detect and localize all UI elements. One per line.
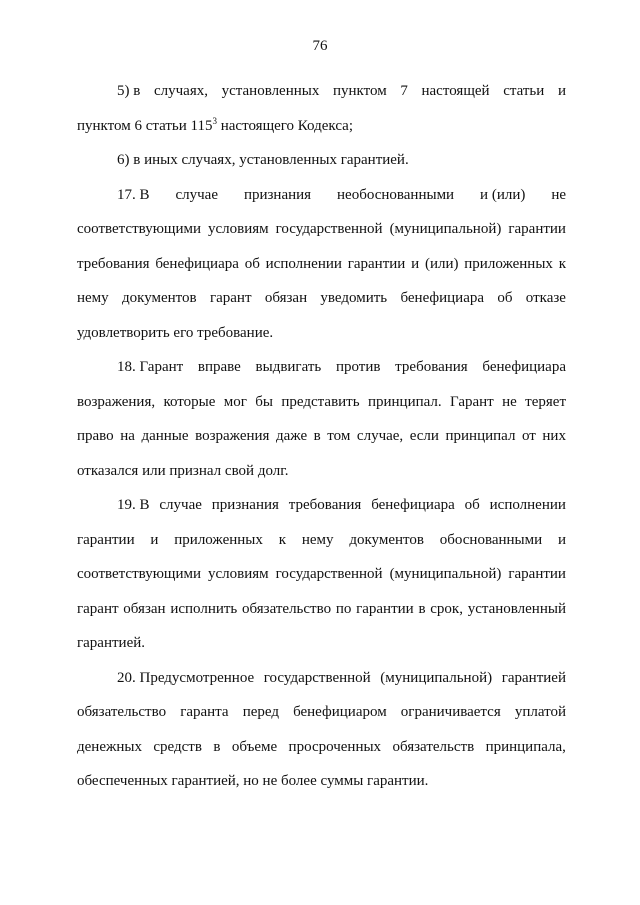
line-text: пунктом 6 статьи 115: [77, 117, 213, 134]
word: Гарант: [450, 393, 494, 410]
word: и: [411, 255, 420, 272]
word: (муниципальной): [380, 669, 493, 686]
line-text: гарантией.: [77, 635, 146, 651]
paragraph-line: [77, 626, 566, 661]
word: вправе: [197, 359, 241, 375]
word: государственной: [263, 669, 371, 686]
word: бенефициаром: [293, 704, 387, 720]
word: от: [521, 428, 536, 444]
paragraph-line: [77, 281, 566, 316]
word: право: [77, 428, 114, 444]
word: принципала,: [485, 738, 566, 755]
paragraph-line: [77, 316, 566, 351]
word: по: [335, 600, 352, 617]
word: выдвигать: [255, 359, 322, 375]
word: требования: [288, 497, 362, 513]
word: случае,: [356, 428, 404, 444]
word: уплатой: [514, 704, 566, 720]
word: условиям: [208, 566, 269, 582]
paragraph-line: 6) в иных случаях, установленных гарантией.: [117, 152, 409, 168]
word: бенефициара: [400, 290, 485, 306]
word: объеме: [231, 738, 278, 755]
word: пунктом: [333, 83, 387, 99]
word: теряет: [525, 393, 566, 410]
word: документов: [122, 290, 197, 306]
word: том: [327, 428, 351, 444]
word: документов: [349, 531, 424, 548]
paragraph-line: [77, 488, 566, 523]
word: и: [557, 531, 566, 548]
word: установленных: [221, 83, 320, 99]
word: условиям: [208, 221, 269, 237]
word: в: [313, 428, 321, 444]
word: и (или): [480, 186, 526, 203]
superscript: 3: [212, 115, 217, 126]
word: гарантии: [77, 531, 135, 548]
word: средств: [153, 738, 202, 755]
word: государственной: [275, 566, 383, 582]
word: приложенных: [464, 255, 553, 272]
word: 5) в: [117, 83, 141, 99]
word: приложенных: [174, 531, 263, 548]
paragraph-line: [77, 212, 566, 247]
word: 20. Предусмотренное: [117, 669, 255, 686]
word: просроченных: [288, 738, 382, 755]
paragraph-line: [77, 661, 566, 696]
word: 19. В: [117, 497, 150, 513]
paragraph-line: [77, 454, 566, 489]
word: 18. Гарант: [117, 359, 184, 375]
word: гарантии: [356, 600, 414, 617]
word: гарантии: [508, 566, 566, 582]
word: срок,: [430, 600, 463, 617]
word: исполнении: [265, 255, 342, 272]
word: случаях,: [153, 83, 208, 99]
word: возражения: [195, 428, 270, 444]
word: требования: [77, 255, 150, 272]
word: возражения,: [77, 393, 156, 410]
word: признания: [243, 186, 312, 203]
word: бенефициара: [482, 359, 566, 375]
word: обязательств: [392, 738, 475, 755]
word: случае: [159, 497, 202, 513]
word: гарант: [77, 600, 119, 617]
word: соответствующими: [77, 566, 201, 582]
word: в: [418, 600, 426, 617]
word: представить: [281, 393, 360, 410]
word: в: [213, 738, 221, 755]
word: к: [558, 255, 566, 272]
word: обязан: [264, 290, 308, 306]
paragraph-item-19: [77, 488, 566, 661]
paragraph-item-5: [77, 74, 566, 143]
word: на: [120, 428, 135, 444]
paragraph-line: [77, 592, 566, 627]
word: (или): [424, 255, 459, 272]
word: не: [502, 393, 517, 410]
word: бенефициара: [371, 497, 455, 513]
word: случае: [175, 186, 218, 203]
word: денежных: [77, 738, 142, 755]
word: обоснованными: [439, 531, 543, 548]
word: даже: [275, 428, 308, 444]
word: гаранта: [180, 704, 229, 720]
word: мог: [223, 393, 247, 410]
word: гарантией: [501, 669, 566, 686]
word: соответствующими: [77, 221, 201, 237]
word: принципал: [445, 428, 516, 444]
paragraph-line: [77, 695, 566, 730]
paragraph-line: [77, 730, 566, 765]
word: 7: [400, 83, 408, 99]
line-text: отказался или признал свой долг.: [77, 462, 289, 479]
line-text: удовлетворить его требование.: [77, 324, 274, 341]
word: государственной: [275, 221, 383, 237]
document-body: [77, 74, 566, 799]
word: нему: [77, 290, 109, 306]
word: отказе: [525, 290, 566, 306]
word: и: [150, 531, 159, 548]
word: (муниципальной): [389, 566, 502, 582]
word: об: [497, 290, 513, 306]
paragraph-line: [77, 247, 566, 282]
word: не: [551, 186, 566, 203]
paragraph-line: [77, 109, 566, 144]
word: к: [278, 531, 286, 548]
word: ограничивается: [400, 704, 501, 720]
word: и: [557, 83, 566, 99]
word: об: [244, 255, 260, 272]
word: установленный: [467, 600, 566, 617]
word: обязан: [123, 600, 166, 617]
paragraph-item-20: [77, 661, 566, 799]
word: данные: [141, 428, 189, 444]
word: статьи: [503, 83, 545, 99]
paragraph-line: [77, 419, 566, 454]
word: обязательство: [77, 704, 167, 720]
word: исполнении: [489, 497, 566, 513]
word: нему: [301, 531, 334, 548]
paragraph-line: [77, 557, 566, 592]
word: (муниципальной): [389, 221, 502, 237]
word: которые: [163, 393, 216, 410]
word: принципал.: [367, 393, 442, 410]
line-text: обеспеченных гарантией, но не более суммы гарантии.: [77, 773, 429, 789]
word: если: [409, 428, 439, 444]
word: настоящей: [421, 83, 490, 99]
paragraph-line: [77, 74, 566, 109]
paragraph-item-18: [77, 350, 566, 488]
word: них: [542, 428, 566, 444]
paragraph-line: [77, 523, 566, 558]
page-number: 76: [312, 38, 328, 54]
paragraph-line: [77, 385, 566, 420]
word: исполнить: [170, 600, 238, 617]
line-text: настоящего Кодекса;: [217, 117, 353, 134]
word: гарантии: [508, 221, 566, 237]
word: признания: [211, 497, 279, 513]
paragraph-line: [77, 350, 566, 385]
word: бы: [255, 393, 274, 410]
paragraph-line: [77, 764, 566, 799]
word: обязательство: [242, 600, 332, 617]
word: против: [335, 359, 381, 375]
word: гарант: [209, 290, 252, 306]
paragraph-item-6: [77, 143, 566, 178]
word: требования: [395, 359, 468, 375]
word: необоснованными: [337, 186, 455, 203]
paragraph-line: [77, 178, 566, 213]
paragraph-item-17: [77, 178, 566, 351]
word: бенефициара: [155, 255, 239, 272]
word: перед: [242, 704, 279, 720]
word: уведомить: [320, 290, 388, 306]
word: гарантии: [347, 255, 406, 272]
word: об: [464, 497, 480, 513]
word: 17. В: [117, 186, 150, 203]
